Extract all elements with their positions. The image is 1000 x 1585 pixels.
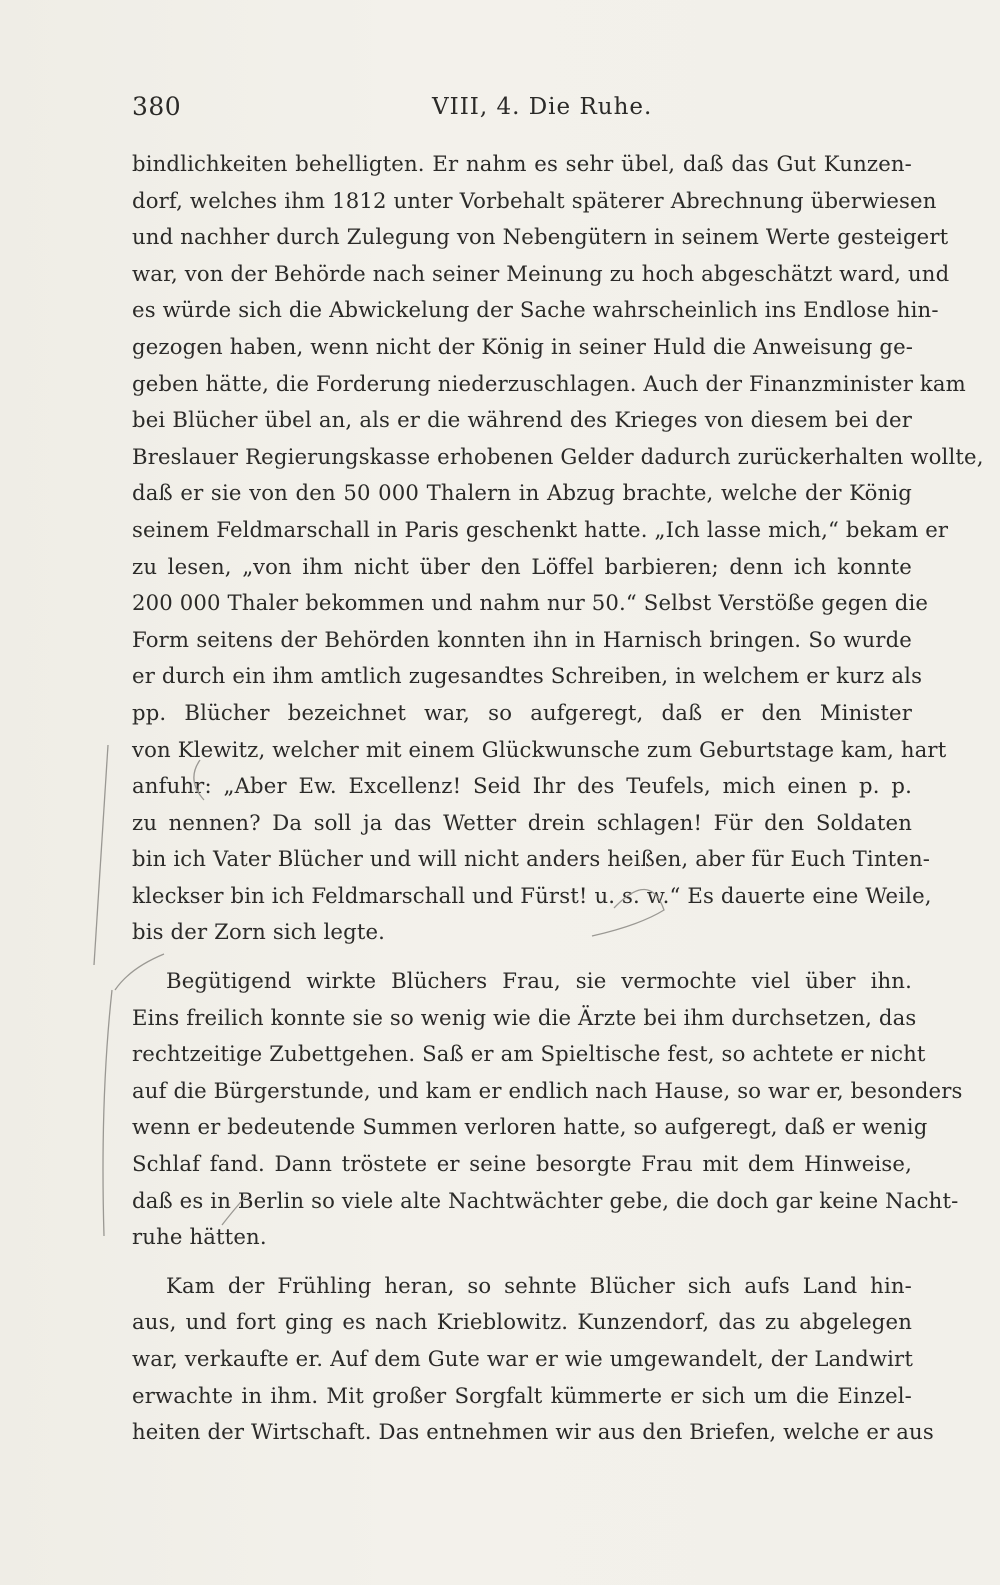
paragraph-gap bbox=[132, 1256, 912, 1268]
text-line: Kam der Frühling heran, so sehnte Blücher sich aufs Land hin- bbox=[166, 1272, 912, 1298]
paragraph bbox=[132, 1268, 934, 1451]
text-line: und nachher durch Zulegung von Nebengütern in seinem Werte gesteigert bbox=[132, 224, 949, 250]
text-line: zu lesen, „von ihm nicht über den Löffel barbieren; denn ich konnte bbox=[132, 553, 912, 579]
text-line: aus, und fort ging es nach Krieblowitz. Kunzendorf, das zu abgelegen bbox=[132, 1309, 912, 1335]
text-line: bis der Zorn sich legte. bbox=[132, 919, 386, 945]
text-line: bin ich Vater Blücher und will nicht anders heißen, aber für Euch Tinten- bbox=[132, 846, 931, 872]
text-line: bei Blücher übel an, als er die während des Krieges von diesem bei der bbox=[132, 407, 912, 433]
text-line: kleckser bin ich Feldmarschall und Fürst! u. s. w.“ Es dauerte eine Weile, bbox=[132, 882, 932, 908]
text-line: von Klewitz, welcher mit einem Glückwunsche zum Geburtstage kam, hart bbox=[132, 736, 947, 762]
paragraph bbox=[132, 963, 963, 1256]
text-line: pp. Blücher bezeichnet war, so aufgeregt, daß er den Minister bbox=[132, 699, 912, 725]
text-line: heiten der Wirtschaft. Das entnehmen wir aus den Briefen, welche er aus bbox=[132, 1419, 934, 1445]
text-line: anfuhr: „Aber Ew. Excellenz! Seid Ihr des Teufels, mich einen p. p. bbox=[132, 773, 912, 799]
text-line: es würde sich die Abwickelung der Sache wahrscheinlich ins Endlose hin- bbox=[132, 297, 939, 323]
text-line: dorf, welches ihm 1812 unter Vorbehalt späterer Abrechnung überwiesen bbox=[132, 187, 937, 213]
text-line: daß es in Berlin so viele alte Nachtwächter gebe, die doch gar keine Nacht- bbox=[132, 1187, 959, 1213]
text-line: ruhe hätten. bbox=[132, 1224, 267, 1250]
text-line: wenn er bedeutende Summen verloren hatte, so aufgeregt, daß er wenig bbox=[132, 1114, 928, 1140]
text-line: zu nennen? Da soll ja das Wetter drein schlagen! Für den Soldaten bbox=[132, 809, 912, 835]
paragraph bbox=[132, 146, 984, 951]
text-line: Schlaf fand. Dann tröstete er seine besorgte Frau mit dem Hinweise, bbox=[132, 1151, 912, 1177]
text-line: 200 000 Thaler bekommen und nahm nur 50.“ Selbst Verstöße gegen die bbox=[132, 590, 929, 616]
text-line: daß er sie von den 50 000 Thalern in Abzug brachte, welche der König bbox=[132, 480, 912, 506]
text-line: bindlichkeiten behelligten. Er nahm es sehr übel, daß das Gut Kunzen- bbox=[132, 151, 912, 176]
body-text bbox=[132, 146, 984, 1451]
text-line: erwachte in ihm. Mit großer Sorgfalt kümmerte er sich um die Einzel- bbox=[132, 1382, 912, 1408]
text-line: auf die Bürgerstunde, und kam er endlich nach Hause, so war er, besonders bbox=[132, 1077, 963, 1103]
text-line: er durch ein ihm amtlich zugesandtes Schreiben, in welchem er kurz als bbox=[132, 663, 923, 689]
paragraph-gap bbox=[132, 951, 912, 963]
text-line: geben hätte, die Forderung niederzuschlagen. Auch der Finanzminister kam bbox=[132, 370, 966, 396]
text-line: Begütigend wirkte Blüchers Frau, sie vermochte viel über ihn. bbox=[166, 968, 912, 994]
text-line: seinem Feldmarschall in Paris geschenkt hatte. „Ich lasse mich,“ bekam er bbox=[132, 516, 949, 542]
running-head: VIII, 4. Die Ruhe. bbox=[432, 94, 653, 120]
text-line: Form seitens der Behörden konnten ihn in Harnisch bringen. So wurde bbox=[132, 626, 912, 652]
page-number: 380 bbox=[132, 92, 182, 121]
text-line: Breslauer Regierungskasse erhobenen Gelder dadurch zurückerhalten wollte, bbox=[132, 443, 984, 469]
text-line: gezogen haben, wenn nicht der König in seiner Huld die Anweisung ge- bbox=[132, 333, 914, 359]
text-line: war, von der Behörde nach seiner Meinung zu hoch abgeschätzt ward, und bbox=[132, 260, 950, 286]
text-line: rechtzeitige Zubettgehen. Saß er am Spieltische fest, so achtete er nicht bbox=[132, 1041, 926, 1067]
text-line: Eins freilich konnte sie so wenig wie die Ärzte bei ihm durchsetzen, das bbox=[132, 1004, 917, 1030]
text-line: war, verkaufte er. Auf dem Gute war er wie umgewandelt, der Landwirt bbox=[132, 1346, 913, 1371]
page-header bbox=[132, 92, 912, 132]
